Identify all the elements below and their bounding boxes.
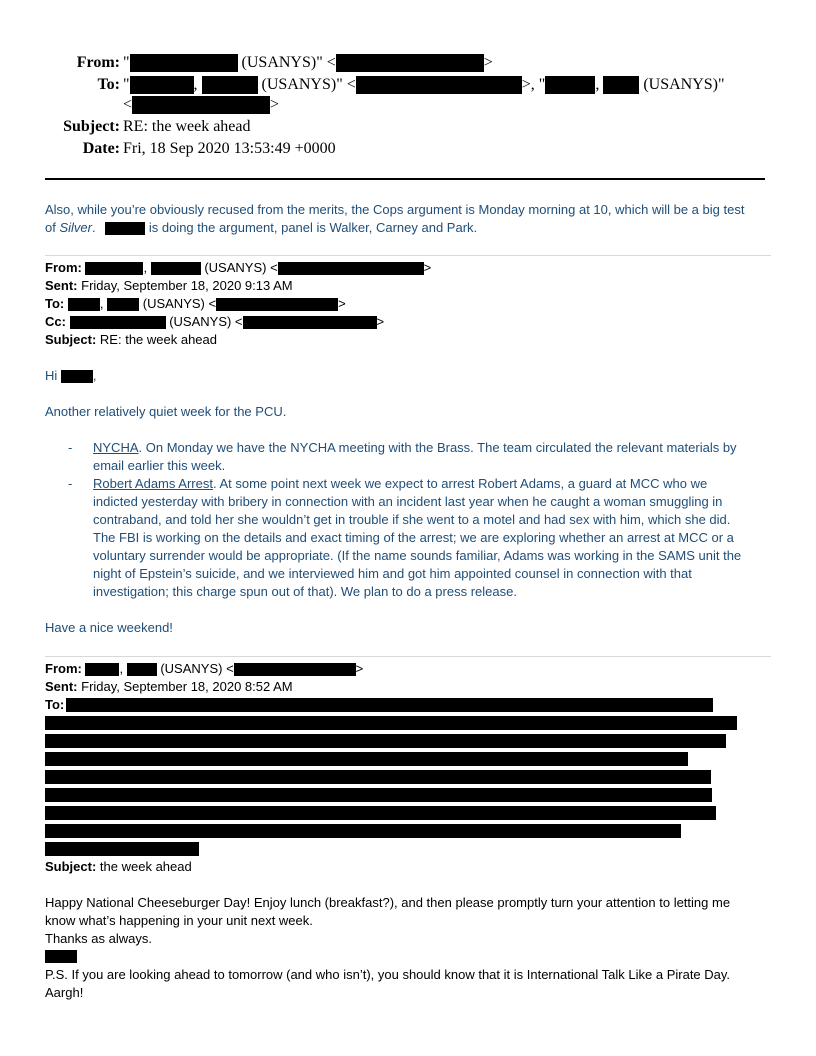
redaction [45, 734, 726, 748]
redaction [85, 262, 143, 275]
reply-body [45, 201, 773, 237]
subject-label: Subject: [63, 118, 120, 135]
subject-value: RE: the week ahead [123, 118, 251, 135]
msg2-subject: Subject: RE: the week ahead [45, 332, 217, 347]
redaction [130, 54, 238, 72]
date-row [0, 140, 816, 158]
redaction [45, 806, 716, 820]
redaction [66, 698, 713, 712]
msg3-subject: Subject: the week ahead [45, 859, 192, 874]
from-value: " (USANYS)" < > [123, 54, 493, 71]
redaction [336, 54, 484, 72]
redaction [603, 76, 639, 94]
msg2-closing: Have a nice weekend! [45, 620, 173, 635]
to-label: To: [97, 76, 120, 93]
message-separator [45, 656, 771, 657]
reply-line-2: of Silver. is doing the argument, panel is Walker, Carney and Park. [45, 220, 478, 235]
msg2-from: From: , (USANYS) < > [45, 260, 432, 275]
msg3-from: From: , (USANYS) < > [45, 661, 364, 676]
redaction [202, 76, 258, 94]
redaction [45, 716, 737, 730]
msg2-intro: Another relatively quiet week for the PCU. [45, 404, 287, 419]
to-value: " , (USANYS)" < >, " , (USANYS)" [123, 76, 725, 93]
from-row [0, 54, 816, 72]
msg2-cc: Cc: (USANYS) < > [45, 314, 385, 329]
date-value: Fri, 18 Sep 2020 13:53:49 +0000 [123, 140, 336, 157]
bullet-nycha: - NYCHA. On Monday we have the NYCHA meeting with the Brass. The team circulated the relevant materials by email earlier this week. [68, 440, 737, 473]
to-row [0, 76, 816, 94]
redaction [151, 262, 201, 275]
redaction [85, 663, 119, 676]
msg3-to: To: [45, 697, 65, 712]
msg2-sent: Sent: Friday, September 18, 2020 9:13 AM [45, 278, 293, 293]
redaction [61, 370, 93, 383]
redaction [107, 298, 139, 311]
msg2-to: To: , (USANYS) < > [45, 296, 346, 311]
case-name: Silver [59, 220, 92, 235]
email-header [0, 0, 816, 160]
redaction [127, 663, 157, 676]
bullet-adams: - Robert Adams Arrest. At some point next week we expect to arrest Robert Adams, a guard at MCC who we indicted yesterday with bribery in connection with an incident last year when he caught a woman smuggling in contraband, and told her she wouldn’t get in trouble if she went to a motel and had sex with him, which she did. The FBI is working on the details and exact timing of the arrest; we are exploring whether an arrest at MCC or a voluntary surrender would be appropriate. (If the name sounds familiar, Adams was working in the SAMS unit the night of Epstein’s suicide, and we interviewed him and got him appointed counsel in connection with that investigation; this charge spun out of that). We plan to do a press release. [68, 476, 742, 599]
redaction [105, 222, 145, 235]
redaction [234, 663, 356, 676]
signature-redaction [45, 950, 77, 963]
redaction [45, 842, 199, 856]
redaction [132, 96, 270, 114]
subject-row [0, 118, 816, 136]
redaction [545, 76, 595, 94]
adams-link[interactable]: Robert Adams Arrest [93, 476, 213, 491]
reply-line-1: Also, while you’re obviously recused from the merits, the Cops argument is Monday morning at 10, which will be a big test [45, 202, 745, 217]
redaction [278, 262, 424, 275]
nycha-link[interactable]: NYCHA [93, 440, 139, 455]
redaction [45, 824, 681, 838]
from-label: From: [76, 54, 120, 71]
redaction [216, 298, 338, 311]
redaction [356, 76, 522, 94]
date-label: Date: [82, 140, 120, 157]
redaction [68, 298, 100, 311]
msg3-sent: Sent: Friday, September 18, 2020 8:52 AM [45, 679, 293, 694]
redaction [130, 76, 194, 94]
header-divider [45, 178, 765, 180]
msg3-ps: P.S. If you are looking ahead to tomorrow (and who isn’t), you should know that it is International Talk Like a Pirate Day. Aargh! [45, 967, 731, 1000]
message-separator [45, 255, 771, 256]
to-row-cont: < > [123, 96, 280, 113]
msg2-greeting: Hi , [45, 368, 97, 383]
redaction [243, 316, 377, 329]
redaction [45, 752, 688, 766]
redaction [45, 788, 712, 802]
msg3-body: Happy National Cheeseburger Day! Enjoy lunch (breakfast?), and then please promptly turn your attention to letting me know what’s happening in your unit next week. Thanks as always. [45, 895, 731, 946]
redaction [70, 316, 166, 329]
redaction [45, 770, 711, 784]
